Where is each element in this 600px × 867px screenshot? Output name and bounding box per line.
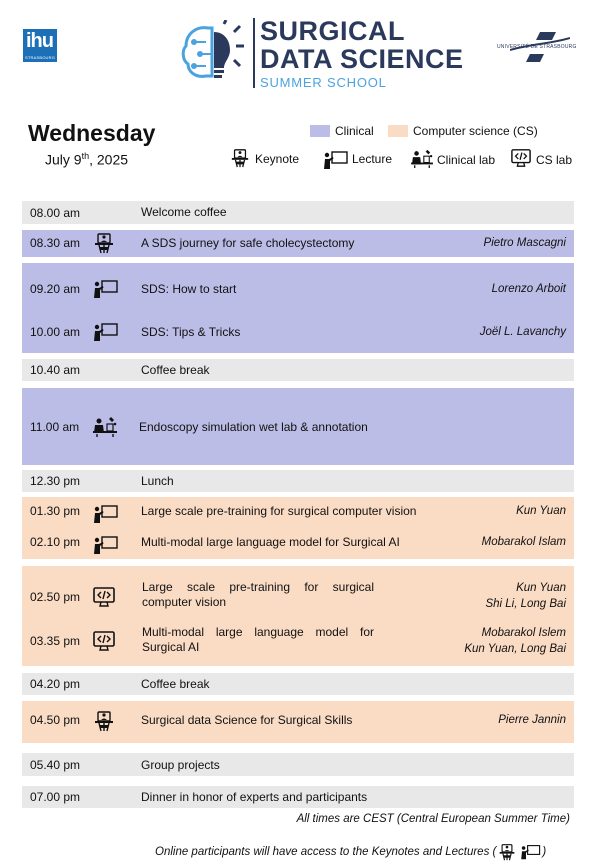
row-speaker-2: Shi Li, Long Bai — [485, 598, 566, 610]
row-speaker: Mobarakol Islem — [481, 627, 566, 639]
keynote-icon — [92, 232, 116, 254]
legend-swatch-clinical — [310, 125, 330, 137]
cs-lab-icon — [510, 148, 532, 168]
row-title: Endoscopy simulation wet lab & annotation — [139, 420, 368, 434]
schedule-row — [22, 201, 574, 224]
date-prefix: July 9 — [45, 151, 82, 168]
day-date — [45, 151, 128, 168]
row-title: Large scale pre-training for surgical computer vision — [142, 580, 374, 609]
row-time: 04.50 pm — [30, 713, 81, 727]
schedule-row — [22, 786, 574, 808]
online-note — [155, 843, 546, 861]
legend-clinical: Clinical — [335, 124, 374, 138]
row-speaker: Kun Yuan — [516, 505, 566, 517]
logo-divider — [253, 18, 255, 88]
cs-lab-icon — [92, 586, 116, 608]
row-time: 12.30 pm — [30, 474, 81, 488]
ihu-logo-text: ihu — [26, 30, 53, 52]
row-time: 08.30 am — [30, 236, 81, 250]
keynote-icon — [92, 710, 116, 732]
row-time: 02.50 pm — [30, 590, 81, 604]
lecture-icon — [92, 503, 118, 525]
ihu-logo — [23, 29, 57, 62]
schedule-row — [22, 470, 574, 492]
row-title: Lunch — [141, 474, 174, 488]
row-title: Coffee break — [141, 363, 210, 377]
row-title: Multi-modal large language model for Surgical AI — [142, 625, 374, 654]
schedule-row — [22, 388, 574, 465]
row-time: 08.00 am — [30, 206, 81, 220]
sds-logo-line1: SURGICAL — [260, 16, 405, 46]
schedule-block — [22, 566, 574, 666]
row-time: 11.00 am — [30, 420, 80, 434]
legend-clinical-lab: Clinical lab — [437, 153, 496, 167]
row-time: 07.00 pm — [30, 790, 81, 804]
row-time: 03.35 pm — [30, 634, 81, 648]
row-speaker: Joël L. Lavanchy — [479, 326, 566, 338]
row-time: 01.30 pm — [30, 504, 81, 518]
row-title: Welcome coffee — [141, 205, 227, 219]
legend-cs-lab: CS lab — [536, 153, 573, 167]
sds-logo-line3: SUMMER SCHOOL — [260, 75, 387, 90]
keynote-icon — [229, 148, 251, 168]
row-time: 04.20 pm — [30, 677, 81, 691]
row-title: Dinner in honor of experts and participants — [141, 790, 368, 804]
row-time: 10.40 am — [30, 363, 81, 377]
row-speaker: Kun Yuan — [516, 582, 566, 594]
lecture-icon — [322, 150, 348, 170]
schedule-row — [22, 359, 574, 381]
row-title: SDS: Tips & Tricks — [141, 325, 241, 339]
lecture-icon — [518, 844, 542, 860]
row-title: SDS: How to start — [141, 282, 237, 296]
sds-logo-line2: DATA SCIENCE — [260, 44, 464, 74]
legend-lecture: Lecture — [352, 152, 393, 166]
keynote-icon — [496, 843, 518, 861]
cs-lab-icon — [92, 630, 116, 652]
schedule-block — [22, 497, 574, 559]
row-speaker: Mobarakol Islam — [481, 536, 566, 548]
schedule-row — [22, 753, 574, 776]
row-speaker: Lorenzo Arboit — [491, 283, 566, 295]
row-title: Large scale pre-training for surgical computer vision — [141, 504, 417, 518]
timezone-note: All times are CEST (Central European Summer Time) — [296, 813, 570, 825]
row-speaker: Pietro Mascagni — [483, 237, 566, 249]
legend-swatch-cs — [388, 125, 408, 137]
date-suffix-sup: th — [81, 151, 90, 161]
legend-cs: Computer science (CS) — [413, 124, 538, 138]
day-title: Wednesday — [28, 120, 156, 146]
brain-bulb-icon — [178, 20, 250, 84]
row-title: Surgical data Science for Surgical Skills — [141, 713, 353, 727]
row-speaker: Pierre Jannin — [498, 714, 566, 726]
online-note-text: Online participants will have access to the Keynotes and Lectures ( — [155, 846, 497, 859]
lecture-icon — [92, 278, 118, 300]
schedule-row — [22, 673, 574, 695]
lecture-icon — [92, 534, 118, 556]
university-logo-text: UNIVERSITÉ DE STRASBOURG — [497, 44, 577, 50]
schedule-block — [22, 263, 574, 353]
legend-keynote: Keynote — [255, 152, 300, 166]
date-year: , 2025 — [89, 151, 129, 168]
clinical-lab-icon — [92, 415, 118, 437]
row-time: 10.00 am — [30, 325, 81, 339]
ihu-logo-subtext: STRASBOURG — [25, 55, 56, 60]
row-title: Group projects — [141, 758, 220, 772]
schedule-row — [22, 701, 574, 743]
online-note-close: ) — [542, 846, 547, 859]
row-title: A SDS journey for safe cholecystectomy — [141, 236, 355, 250]
row-title: Coffee break — [141, 677, 210, 691]
row-title: Multi-modal large language model for Surgical AI — [141, 535, 400, 549]
row-time: 09.20 am — [30, 282, 81, 296]
row-time: 05.40 pm — [30, 758, 81, 772]
row-time: 02.10 pm — [30, 535, 81, 549]
row-speaker-2: Kun Yuan, Long Bai — [464, 643, 566, 655]
schedule-row — [22, 230, 574, 257]
clinical-lab-icon — [409, 148, 435, 168]
lecture-icon — [92, 321, 118, 343]
